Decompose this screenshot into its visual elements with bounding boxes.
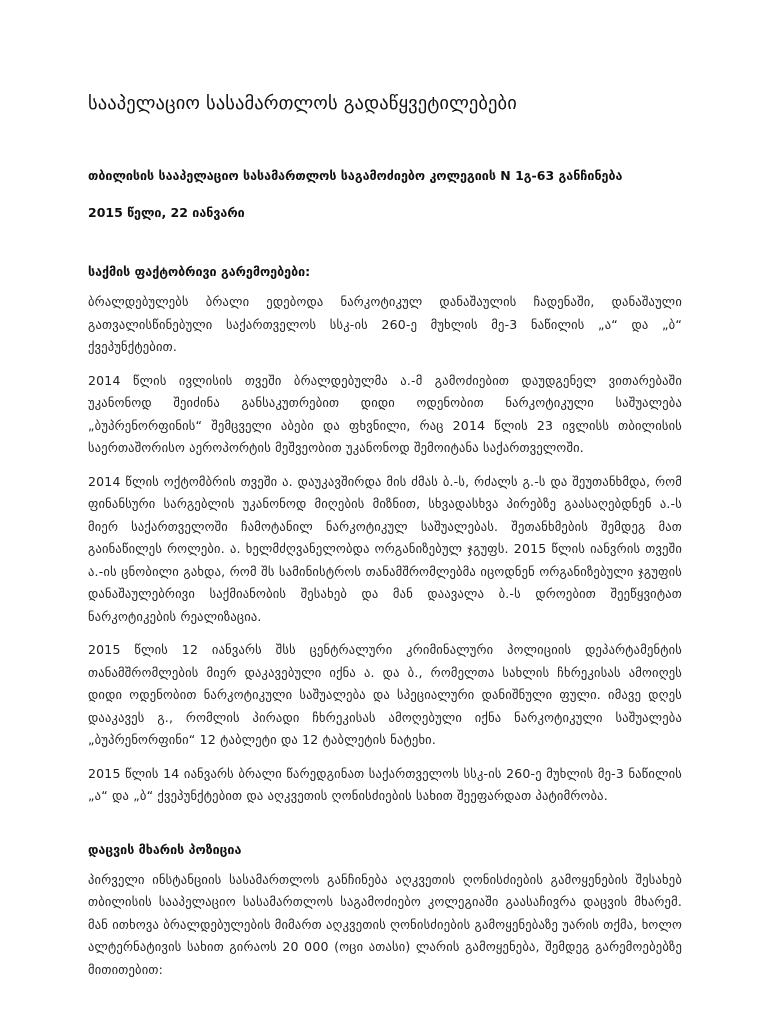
section-heading: საქმის ფაქტობრივი გარემოებები: bbox=[88, 264, 311, 279]
paragraph: 2015 წლის 14 იანვარს ბრალი წარედგინათ საქართველოს სსკ-ის 260-ე მუხლის მე-3 ნაწილის „ა“ და „ბ“ ქვეპუნქტებით და აღკვეთის ღონისძიების სახით შეეფარდათ პატიმრობა. bbox=[88, 765, 682, 803]
section-heading: დაცვის მხარის პოზიცია bbox=[88, 841, 242, 857]
paragraph: 2015 წლის 12 იანვარს შსს ცენტრალური კრიმინალური პოლიციის დეპარტამენტის თანამშრომლების მიერ დაკავებული იქნა ა. და ბ., რომელთა სახლის ჩხრეკისას ამოიღეს დიდი ოდენობით ნარკოტიკული საშუალება და სპეციალური დანიშნული ფული. იმავე დღეს დააკავეს გ., რომლის პირადი ჩხრეკისას ამოღებული იქნა ნარკოტიკული საშუალება „ბუპრენორფინი“ 12 ტაბლეტი და 12 ტაბლეტის ნატეხი. bbox=[88, 642, 682, 747]
paragraph: პირველი ინსტანციის სასამართლოს განჩინება აღკვეთის ღონისძიების გამოყენების შესახებ თბილისის სააპელაციო სასამართლოს საგამოძიებო კოლეგიაში გაასაჩივრა დაცვის მხარემ. მან ითხოვა ბრალდებულების მიმართ აღკვეთის ღონისძიების გამოყენებაზე უარის თქმა, ხოლო ალტერნატივის სახით გირაოს 20 000 (ოცი ათასი) ლარის გამოყენება, შემდეგ გარემოებებზე მითითებით: bbox=[88, 871, 682, 977]
section-facts bbox=[88, 264, 682, 808]
paragraph: 2014 წლის ივლისის თვეში ბრალდებულმა ა.-მ გამოძიებით დაუდგენელ ვითარებაში უკანონოდ შეიძინა განსაკუთრებით დიდი ოდენობით ნარკოტიკული საშუალება „ბუპრენორფინის“ შემცველი აბები და ფხვნილი, რაც 2014 წლის 23 ივლისს თბილისის საერთაშორისო აეროპორტის მეშვეობით უკანონოდ შემოიტანა საქართველოში. bbox=[88, 372, 682, 455]
paragraph: 2014 წლის ოქტომბრის თვეში ა. დაუკავშირდა მის ძმას ბ.-ს, რძალს გ.-ს და შეუთანხმდა, რომ ფინანსური სარგებლის უკანონოდ მიღების მიზნით, სხვადასხვა პირებზე გაასაღებდნენ ა.-ს მიერ საქართველოში ჩამოტანილ ნარკოტიკულ საშუალებას. შეთანხმების შემდეგ მათ გაინაწილეს როლები. ა. ხელმძღვანელობდა ორგანიზებულ ჯგუფს. 2015 წლის იანვრის თვეში ა.-ის ცნობილი გახდა, რომ შს სამინისტროს თანამშრომლებმა იცოდნენ ორგანიზებული ჯგუფის დანაშაულებრივი საქმიანობის შესახებ და მან დაავალა ბ.-ს დროებით შეეწყვიტათ ნარკოტიკების რეალიზაცია. bbox=[88, 473, 682, 624]
paragraph: ბრალდებულებს ბრალი ედებოდა ნარკოტიკულ დანაშაულის ჩადენაში, დანაშაული გათვალისწინებული საქართველოს სსკ-ის 260-ე მუხლის მე-3 ნაწილის „ა“ და „ბ“ ქვეპუნქტებით. bbox=[88, 294, 682, 354]
section-defense-position bbox=[88, 842, 682, 982]
document-title: სააპელაციო სასამართლოს გადაწყვეტილებები bbox=[88, 93, 517, 114]
decision-subtitle: თბილისის სააპელაციო სასამართლოს საგამოძიებო კოლეგიის N 1გ-63 განჩინება bbox=[88, 168, 623, 183]
decision-date: 2015 წელი, 22 იანვარი bbox=[88, 205, 245, 220]
